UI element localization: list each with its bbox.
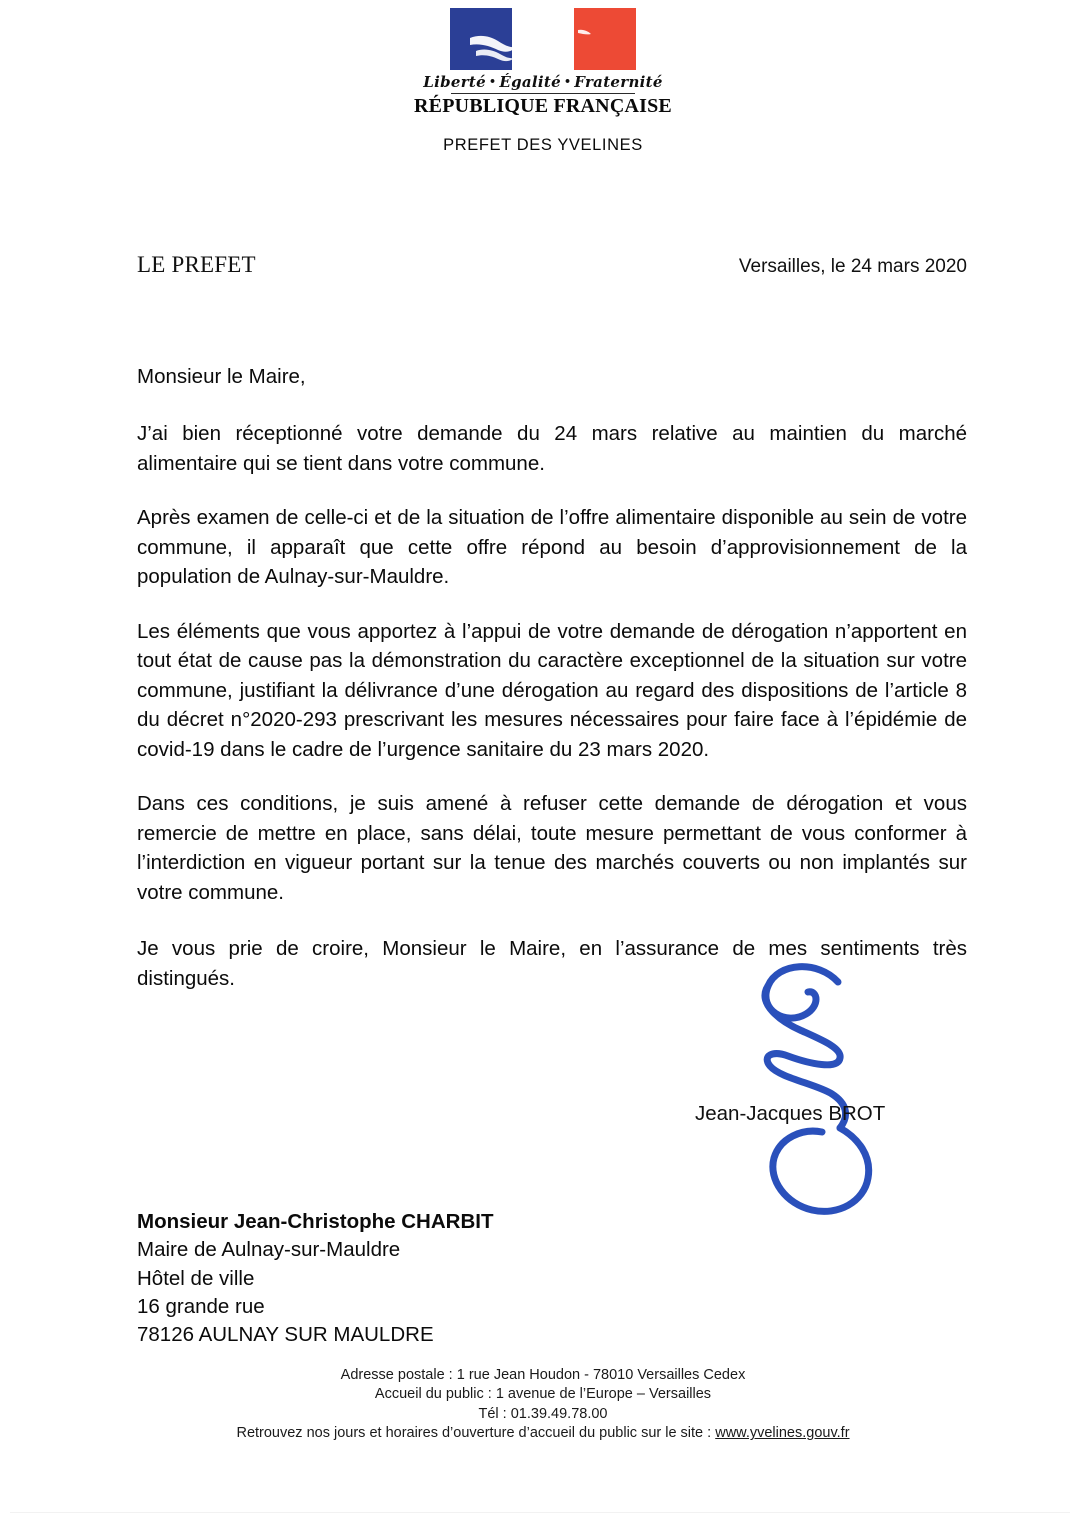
body-paragraph-1: J’ai bien réceptionné votre demande du 24 mars relative au maintien du marché alimentaire qui se tient dans votre commune.: [137, 422, 967, 475]
scan-artifact: [10, 1512, 1070, 1513]
body-paragraph-4: Dans ces conditions, je suis amené à refuser cette demande de dérogation et vous remercie de mettre en place, sans délai, toute mesure permettant de vous conformer à l’interdiction en vigueur portant sur la tenue des marchés couverts ou non implantés sur votre commune.: [137, 792, 967, 904]
recipient-address-block: [137, 1208, 737, 1349]
recipient-role: Maire de Aulnay-sur-Mauldre: [137, 1238, 401, 1262]
recipient-name: Monsieur Jean-Christophe CHARBIT: [137, 1210, 494, 1233]
letter-head-row: [137, 252, 967, 278]
republic-name: RÉPUBLIQUE FRANÇAISE: [414, 95, 672, 117]
signatory-name: Jean-Jacques BROT: [695, 1102, 886, 1125]
motto-egalite: Égalité: [499, 73, 561, 91]
recipient-building: Hôtel de ville: [137, 1266, 255, 1290]
footer-public-reception: Accueil du public : 1 avenue de l’Europe – Versailles: [374, 1386, 712, 1403]
place-and-date: Versailles, le 24 mars 2020: [738, 256, 967, 277]
motto-fraternite: Fraternité: [574, 73, 663, 91]
recipient-city: 78126 AULNAY SUR MAULDRE: [137, 1323, 434, 1347]
sender-title: LE PREFET: [137, 252, 256, 277]
closing-formula: Je vous prie de croire, Monsieur le Maire, en l’assurance de mes sentiments très distingués.: [137, 937, 967, 990]
body-paragraph-2: Après examen de celle-ci et de la situation de l’offre alimentaire disponible au sein de votre commune, il apparaît que cette offre répond au besoin d’approvisionnement de la population de Aulnay-sur-Mauldre.: [137, 506, 967, 589]
letterhead: [0, 8, 1086, 155]
footer-website-prefix: Retrouvez nos jours et horaires d’ouverture d’accueil du public sur le site :: [236, 1425, 716, 1442]
footer-website-line: [0, 1424, 1086, 1443]
marianne-tricolor-logo: [450, 8, 636, 70]
body-paragraph-3: Les éléments que vous apportez à l’appui de votre demande de dérogation n’apportent en tout état de cause pas la démonstration du caractère exceptionnel de la situation sur votre commune, justifiant la délivrance d’une dérogation au regard des dispositions de l’article 8 du décret n°2020-293 prescrivant les mesures nécessaires pour faire face à l’épidémie de covid-19 dans le cadre de l’urgence sanitaire du 23 mars 2020.: [137, 619, 967, 761]
salutation: Monsieur le Maire,: [137, 365, 306, 388]
page-footer: [0, 1366, 1086, 1444]
motto-separator-2: •: [563, 75, 572, 88]
letterhead-divider: [451, 93, 635, 94]
motto-liberte: Liberté: [423, 73, 486, 91]
prefecture-name: PREFET DES YVELINES: [443, 136, 643, 154]
motto-separator-1: •: [489, 75, 497, 88]
recipient-street: 16 grande rue: [137, 1294, 265, 1318]
website-link[interactable]: www.yvelines.gouv.fr: [715, 1425, 850, 1442]
handwritten-signature: [690, 952, 990, 1220]
footer-postal-address: Adresse postale : 1 rue Jean Houdon - 78010 Versailles Cedex: [340, 1367, 746, 1383]
letter-body: [137, 362, 967, 993]
footer-phone: Tél : 01.39.49.78.00: [478, 1405, 608, 1422]
signature-block: [660, 952, 1000, 1227]
republic-motto: [423, 73, 663, 91]
